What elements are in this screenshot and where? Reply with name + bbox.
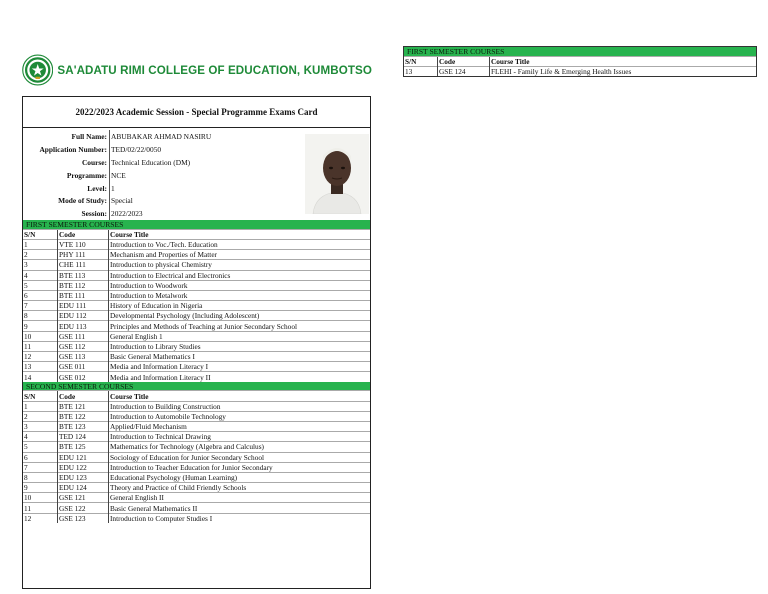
table-row [23, 503, 370, 513]
table-row [23, 421, 370, 431]
course-sn: 1 [23, 401, 58, 411]
student-photo [305, 134, 369, 214]
mode-value: Special [111, 196, 133, 206]
table-row [23, 301, 370, 311]
course-code: BTE 123 [58, 421, 109, 431]
course-sn: 13 [404, 66, 438, 76]
table-row [23, 260, 370, 270]
course-sn: 7 [23, 301, 58, 311]
course-title: General English 1 [109, 331, 371, 341]
college-name: SA'ADATU RIMI COLLEGE OF EDUCATION, KUMBOTSO [57, 63, 372, 77]
course-sn: 13 [23, 362, 58, 372]
table-header-row [23, 229, 370, 239]
course-code: BTE 112 [58, 280, 109, 290]
course-title: Principles and Methods of Teaching at Junior Secondary School [109, 321, 371, 331]
table-row [23, 483, 370, 493]
table-row [23, 372, 370, 382]
course-sn: 2 [23, 411, 58, 421]
course-title: Introduction to Computer Studies I [109, 513, 371, 523]
table-row [23, 452, 370, 462]
second-semester-heading: SECOND SEMESTER COURSES [23, 382, 370, 391]
table-row [23, 311, 370, 321]
exam-card-panel [22, 96, 371, 589]
level-value: 1 [111, 183, 115, 193]
course-title: FLEHI - Family Life & Emerging Health Issues [490, 66, 757, 76]
course-code: GSE 112 [58, 341, 109, 351]
table-row [23, 321, 370, 331]
table-row [23, 352, 370, 362]
course-title: Introduction to Woodwork [109, 280, 371, 290]
course-label: Course: [81, 157, 107, 167]
course-title: Applied/Fluid Mechanism [109, 421, 371, 431]
course-sn: 3 [23, 421, 58, 431]
application-number-value: TED/02/22/0050 [111, 144, 162, 154]
course-sn: 4 [23, 270, 58, 280]
table-row [23, 472, 370, 482]
course-sn: 14 [23, 372, 58, 382]
course-sn: 2 [23, 250, 58, 260]
course-code: EDU 123 [58, 472, 109, 482]
table-row [23, 411, 370, 421]
card-header [22, 46, 372, 94]
title-header: Course Title [109, 391, 371, 401]
course-sn: 9 [23, 321, 58, 331]
side-first-semester-heading: FIRST SEMESTER COURSES [404, 47, 756, 56]
table-row [404, 66, 756, 76]
course-code: GSE 113 [58, 352, 109, 362]
title-header: Course Title [109, 229, 371, 239]
course-sn: 6 [23, 452, 58, 462]
table-row [23, 250, 370, 260]
table-row [23, 362, 370, 372]
first-semester-heading: FIRST SEMESTER COURSES [23, 220, 370, 229]
course-code: GSE 122 [58, 503, 109, 513]
course-code: GSE 121 [58, 493, 109, 503]
table-row [23, 290, 370, 300]
course-sn: 10 [23, 493, 58, 503]
course-title: Theory and Practice of Child Friendly Schools [109, 483, 371, 493]
course-code: CHE 111 [58, 260, 109, 270]
table-row [23, 239, 370, 249]
exam-card [22, 46, 372, 523]
course-code: VTE 110 [58, 239, 109, 249]
college-logo-icon [22, 49, 53, 91]
course-code: BTE 122 [58, 411, 109, 421]
code-header: Code [58, 229, 109, 239]
mode-label: Mode of Study: [58, 196, 107, 206]
table-row [23, 270, 370, 280]
course-title: Basic General Mathematics II [109, 503, 371, 513]
course-sn: 5 [23, 442, 58, 452]
course-sn: 1 [23, 239, 58, 249]
course-title: Introduction to Automobile Technology [109, 411, 371, 421]
course-title: Introduction to Teacher Education for Junior Secondary [109, 462, 371, 472]
course-title: Developmental Psychology (Including Adolescent) [109, 311, 371, 321]
code-header: Code [438, 56, 490, 66]
programme-label: Programme: [66, 170, 107, 180]
card-title: 2022/2023 Academic Session - Special Programme Exams Card [23, 97, 370, 128]
second-semester-rows [23, 401, 370, 523]
first-semester-table [23, 229, 370, 382]
course-sn: 3 [23, 260, 58, 270]
table-row [23, 442, 370, 452]
course-title: Mechanism and Properties of Matter [109, 250, 371, 260]
course-sn: 4 [23, 432, 58, 442]
course-title: General English II [109, 493, 371, 503]
course-title: Media and Information Literacy II [109, 372, 371, 382]
table-row [23, 280, 370, 290]
course-sn: 11 [23, 341, 58, 351]
course-title: Introduction to Technical Drawing [109, 432, 371, 442]
course-code: BTE 111 [58, 290, 109, 300]
course-sn: 5 [23, 280, 58, 290]
table-row [23, 341, 370, 351]
side-course-card [403, 46, 757, 77]
course-sn: 12 [23, 513, 58, 523]
course-code: EDU 112 [58, 311, 109, 321]
application-number-label: Application Number: [39, 144, 107, 154]
level-label: Level: [87, 183, 107, 193]
course-title: Media and Information Literacy I [109, 362, 371, 372]
table-header-row [23, 391, 370, 401]
table-row [23, 401, 370, 411]
session-value: 2022/2023 [111, 209, 143, 219]
course-title: Introduction to physical Chemistry [109, 260, 371, 270]
course-code: GSE 123 [58, 513, 109, 523]
course-code: EDU 113 [58, 321, 109, 331]
course-code: TED 124 [58, 432, 109, 442]
course-code: GSE 111 [58, 331, 109, 341]
course-sn: 11 [23, 503, 58, 513]
course-sn: 7 [23, 462, 58, 472]
course-code: EDU 124 [58, 483, 109, 493]
side-first-semester-table [404, 56, 756, 76]
sn-header: S/N [404, 56, 438, 66]
table-row [23, 493, 370, 503]
session-label: Session: [81, 209, 107, 219]
second-semester-table [23, 390, 370, 522]
course-title: History of Education in Nigeria [109, 301, 371, 311]
course-code: GSE 011 [58, 362, 109, 372]
course-title: Sociology of Education for Junior Secondary School [109, 452, 371, 462]
course-code: BTE 125 [58, 442, 109, 452]
course-sn: 8 [23, 472, 58, 482]
course-title: Basic General Mathematics I [109, 352, 371, 362]
course-title: Introduction to Library Studies [109, 341, 371, 351]
course-code: GSE 124 [438, 66, 490, 76]
course-title: Introduction to Building Construction [109, 401, 371, 411]
course-code: EDU 111 [58, 301, 109, 311]
code-header: Code [58, 391, 109, 401]
course-title: Mathematics for Technology (Algebra and Calculus) [109, 442, 371, 452]
full-name-value: ABUBAKAR AHMAD NASIRU [111, 131, 212, 141]
course-code: PHY 111 [58, 250, 109, 260]
sn-header: S/N [23, 391, 58, 401]
course-title: Introduction to Metalwork [109, 290, 371, 300]
course-code: BTE 121 [58, 401, 109, 411]
course-sn: 8 [23, 311, 58, 321]
first-semester-rows [23, 239, 370, 381]
side-semester-rows [404, 66, 756, 76]
table-header-row [404, 56, 756, 66]
course-sn: 12 [23, 352, 58, 362]
course-code: EDU 122 [58, 462, 109, 472]
table-row [23, 462, 370, 472]
student-info [23, 130, 370, 220]
course-title: Introduction to Voc./Tech. Education [109, 239, 371, 249]
course-title: Introduction to Electrical and Electronics [109, 270, 371, 280]
course-value: Technical Education (DM) [111, 157, 191, 167]
course-code: EDU 121 [58, 452, 109, 462]
course-code: BTE 113 [58, 270, 109, 280]
programme-value: NCE [111, 170, 126, 180]
table-row [23, 331, 370, 341]
course-title: Educational Psychology (Human Learning) [109, 472, 371, 482]
title-header: Course Title [490, 56, 757, 66]
table-row [23, 513, 370, 523]
course-sn: 9 [23, 483, 58, 493]
course-sn: 6 [23, 290, 58, 300]
sn-header: S/N [23, 229, 58, 239]
full-name-label: Full Name: [71, 131, 107, 141]
course-code: GSE 012 [58, 372, 109, 382]
table-row [23, 432, 370, 442]
course-sn: 10 [23, 331, 58, 341]
